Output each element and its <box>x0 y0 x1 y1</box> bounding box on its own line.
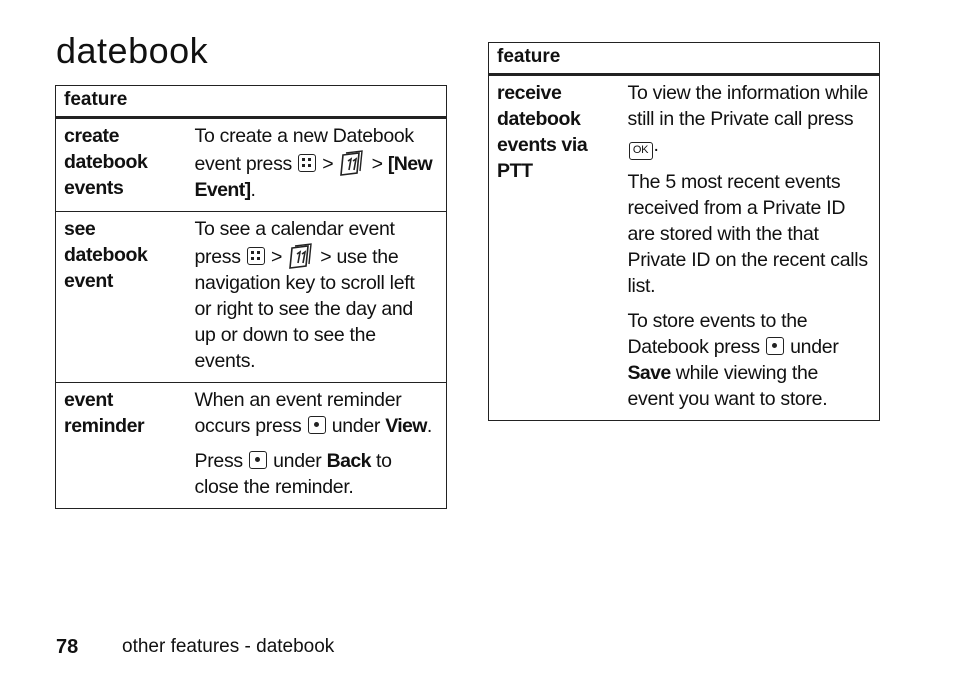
center-select-key-icon <box>766 337 784 355</box>
table-row <box>56 383 447 509</box>
table-header: feature <box>56 86 447 118</box>
softkey-back: Back <box>326 450 371 472</box>
softkey-save: Save <box>627 362 671 384</box>
center-select-key-icon <box>308 416 326 434</box>
page-footer: other features - datebook <box>122 636 335 657</box>
feature-name: see datebook event <box>56 212 191 383</box>
feature-description: To see a calendar event press > > use the navigation key to scroll left or right to see the day and up or down to see the events. <box>191 212 447 383</box>
center-select-key-icon <box>249 451 267 469</box>
table-row <box>489 75 880 421</box>
table-row <box>56 118 447 212</box>
feature-description: To create a new Datebook event press > > [New Event]. <box>191 118 447 212</box>
page-number: 78 <box>56 636 79 658</box>
feature-table-left <box>55 85 447 509</box>
softkey-view: View <box>385 415 427 437</box>
feature-name: event reminder <box>64 389 145 437</box>
datebook-icon <box>287 242 315 270</box>
ok-key-icon: OK <box>629 142 653 160</box>
page-title: datebook <box>56 30 209 71</box>
feature-description: When an event reminder occurs press under View. Press under Back to close the reminder. <box>194 389 432 498</box>
menu-key-icon <box>298 154 316 172</box>
datebook-icon <box>338 149 366 177</box>
feature-name: create datebook events <box>56 118 191 212</box>
feature-table-right <box>488 42 880 421</box>
table-row <box>56 212 447 383</box>
menu-key-icon <box>247 247 265 265</box>
feature-name: receive datebook events via PTT <box>497 82 588 182</box>
menu-option-new-event: [New Event] <box>194 153 433 201</box>
table-header: feature <box>489 43 880 75</box>
feature-description: To view the information while still in the Private call press OK . The 5 most recent events received from a Private ID are stored with the that Private ID on the recent calls list. To store events to the Datebook press under Save while viewing the event you want to store. <box>627 82 869 410</box>
